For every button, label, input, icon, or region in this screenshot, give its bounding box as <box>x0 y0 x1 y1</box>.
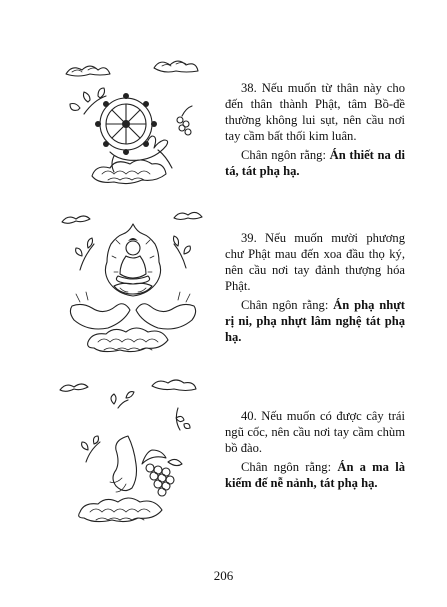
mantra-text: Án a ma là kiếm đế nễ nảnh, tát phạ hạ. <box>225 460 405 490</box>
dharma-wheel-hand-illustration <box>58 52 208 192</box>
entry-paragraph: 40. Nếu muốn có được cây trái ngũ cốc, nên cầu nơi tay cầm chùm bồ đào. <box>225 409 405 455</box>
mantra-line <box>225 459 405 491</box>
entry-40-text <box>225 408 405 491</box>
mantra-line <box>225 297 405 345</box>
grape-cluster-hand-illustration <box>58 378 208 538</box>
entry-39 <box>0 206 447 366</box>
mantra-label: Chân ngôn rằng: <box>241 298 329 312</box>
mantra-line <box>225 147 405 179</box>
entry-paragraph: 38. Nếu muốn từ thân này cho đến thân thành Phật, tâm Bồ-đề thường không lui sụt, nên cầu nơi tay cầm bất thối kim luân. <box>225 81 405 143</box>
mantra-text: Án thiết na di tá, tát phạ hạ. <box>225 148 405 178</box>
entry-40 <box>0 378 447 538</box>
entry-38-text <box>225 80 405 179</box>
dharma-wheel-hand-icon <box>58 52 208 192</box>
mantra-label: Chân ngôn rằng: <box>241 460 332 474</box>
seated-buddha-hands-illustration <box>58 210 208 364</box>
mantra-label: Chân ngôn rằng: <box>241 148 326 162</box>
mantra-text: Án phạ nhựt rị ni, phạ nhựt lâm nghệ tát phạ hạ. <box>225 298 406 344</box>
page-number: 206 <box>213 568 234 583</box>
seated-buddha-hands-icon <box>58 210 208 364</box>
grape-cluster-hand-icon <box>58 378 208 538</box>
entry-38 <box>0 46 447 196</box>
entry-paragraph: 39. Nếu muốn mười phương chư Phật mau đến xoa đầu thọ ký, nên cầu nơi tay đảnh thượng hóa Phật. <box>225 231 405 293</box>
entry-39-text <box>225 230 405 345</box>
